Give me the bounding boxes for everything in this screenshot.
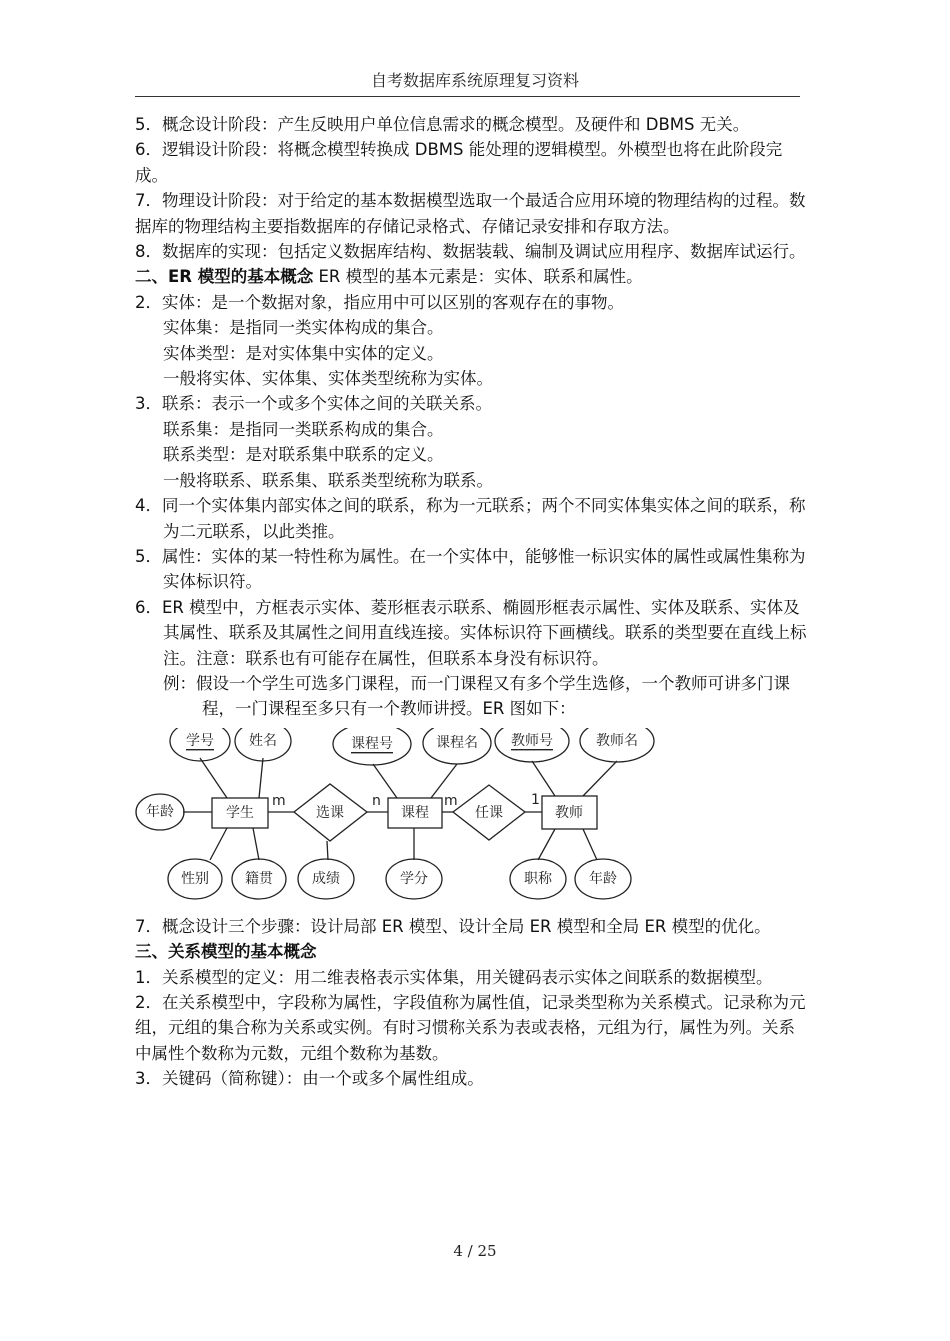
line-teacher-id — [532, 761, 555, 796]
section2-heading-line — [135, 264, 807, 289]
er-item-3-sub-2: 联系类型：是对联系集中联系的定义。 — [163, 445, 444, 465]
paragraph-6: 6．逻辑设计阶段：将概念模型转换成 DBMS 能处理的逻辑模型。外模型也将在此阶段完成。 — [135, 140, 783, 185]
line-student-native — [253, 828, 259, 860]
attr-teacher-name: 教师名 — [596, 732, 638, 749]
entity-student: 学生 — [226, 804, 254, 821]
page-number: 4 / 25 — [453, 1242, 497, 1260]
attr-student-gender: 性别 — [181, 870, 209, 887]
section2-heading-rest: ER 模型的基本元素是：实体、联系和属性。 — [313, 267, 643, 287]
line-teacher-age — [583, 829, 597, 860]
er-item-3-sub-1: 联系集：是指同一类联系构成的集合。 — [163, 419, 444, 439]
er-item-3-sub-3: 一般将联系、联系集、联系类型统称为联系。 — [163, 470, 493, 490]
section3-heading: 三、关系模型的基本概念 — [135, 942, 317, 962]
card-teach-teacher: 1 — [531, 791, 540, 808]
entity-course: 课程 — [401, 804, 429, 821]
attr-student-name: 姓名 — [249, 732, 277, 749]
line-student-name — [259, 758, 263, 798]
attr-student-age: 年龄 — [146, 803, 174, 820]
rel-enroll: 选课 — [316, 804, 344, 821]
page-header: 自考数据库系统原理复习资料 — [370, 71, 579, 90]
section3-heading-line — [135, 939, 807, 964]
er-item-2-sub-1: 实体集：是指同一类实体构成的集合。 — [163, 318, 444, 338]
rel-item-3: 3．关键码（简称键）：由一个或多个属性组成。 — [135, 1069, 484, 1089]
er-example: 例：假设一个学生可选多门课程，而一门课程又有多个学生选修，一个教师可讲多门课程，一门课程至多只有一个教师讲授。ER 图如下： — [163, 673, 790, 719]
rel-item-1: 1．关系模型的定义：用二维表格表示实体集，用关键码表示实体之间联系的数据模型。 — [135, 967, 773, 987]
page-content — [135, 112, 807, 1092]
attr-grade: 成绩 — [312, 870, 340, 887]
attr-credit: 学分 — [400, 870, 428, 887]
er-diagram — [135, 728, 807, 908]
attr-student-native: 籍贯 — [245, 870, 273, 887]
attr-teacher-age: 年龄 — [589, 870, 617, 887]
section2-heading: 二、ER 模型的基本概念 — [135, 267, 314, 287]
er-item-5: 5．属性：实体的某一特性称为属性。在一个实体中，能够惟一标识实体的属性或属性集称为实体标识符。 — [135, 546, 806, 592]
card-course-teach: m — [444, 792, 458, 809]
paragraph-7: 7．物理设计阶段：对于给定的基本数据模型选取一个最适合应用环境的物理结构的过程。数据库的物理结构主要指数据库的存储记录格式、存储记录安排和存取方法。 — [135, 191, 806, 236]
paragraph-5: 5．概念设计阶段：产生反映用户单位信息需求的概念模型。及硬件和 DBMS 无关。 — [135, 115, 750, 134]
er-item-2: 2．实体：是一个数据对象，指应用中可以区别的客观存在的事物。 — [135, 292, 624, 312]
paragraph-8: 8．数据库的实现：包括定义数据库结构、数据装载、编制及调试应用程序、数据库试运行。 — [135, 242, 806, 262]
entity-teacher: 教师 — [555, 804, 583, 821]
line-enroll-grade — [327, 841, 328, 860]
line-student-gender — [210, 828, 227, 860]
rel-item-2: 2．在关系模型中，字段称为属性，字段值称为属性值，记录类型称为关系模式。记录称为元组，元组的集合称为关系或实例。有时习惯称关系为表或表格，元组为行，属性为列。关系中属性个数称为元数，元组个数称为基数。 — [135, 992, 806, 1063]
er-item-2-sub-3: 一般将实体、实体集、实体类型统称为实体。 — [163, 369, 493, 389]
er-item-2-sub-2: 实体类型：是对实体集中实体的定义。 — [163, 343, 444, 363]
er-item-7: 7．概念设计三个步骤：设计局部 ER 模型、设计全局 ER 模型和全局 ER 模型的优化。 — [135, 916, 771, 936]
card-student-enroll: m — [272, 792, 286, 809]
header-rule — [135, 96, 800, 97]
attr-course-id: 课程号 — [351, 735, 393, 752]
card-enroll-course: n — [372, 792, 381, 809]
er-item-3: 3．联系：表示一个或多个实体之间的关联关系。 — [135, 394, 492, 414]
attr-teacher-id: 教师号 — [511, 732, 553, 749]
rel-teach: 任课 — [475, 804, 503, 821]
attr-student-id: 学号 — [186, 732, 214, 749]
attr-course-name: 课程名 — [436, 734, 478, 751]
er-item-6: 6．ER 模型中，方框表示实体、菱形框表示联系、椭圆形框表示属性、实体及联系、实体及其属性、联系及其属性之间用直线连接。实体标识符下画横线。联系的类型要在直线上标注。注意：联系也有可能存在属性，但联系本身没有标识符。 — [135, 597, 807, 668]
line-teacher-name — [583, 761, 617, 796]
attr-teacher-title: 职称 — [524, 870, 552, 887]
er-item-4: 4．同一个实体集内部实体之间的联系，称为一元联系；两个不同实体集实体之间的联系，称为二元联系，以此类推。 — [135, 496, 806, 541]
line-student-id — [200, 758, 227, 798]
line-teacher-title — [538, 829, 555, 860]
